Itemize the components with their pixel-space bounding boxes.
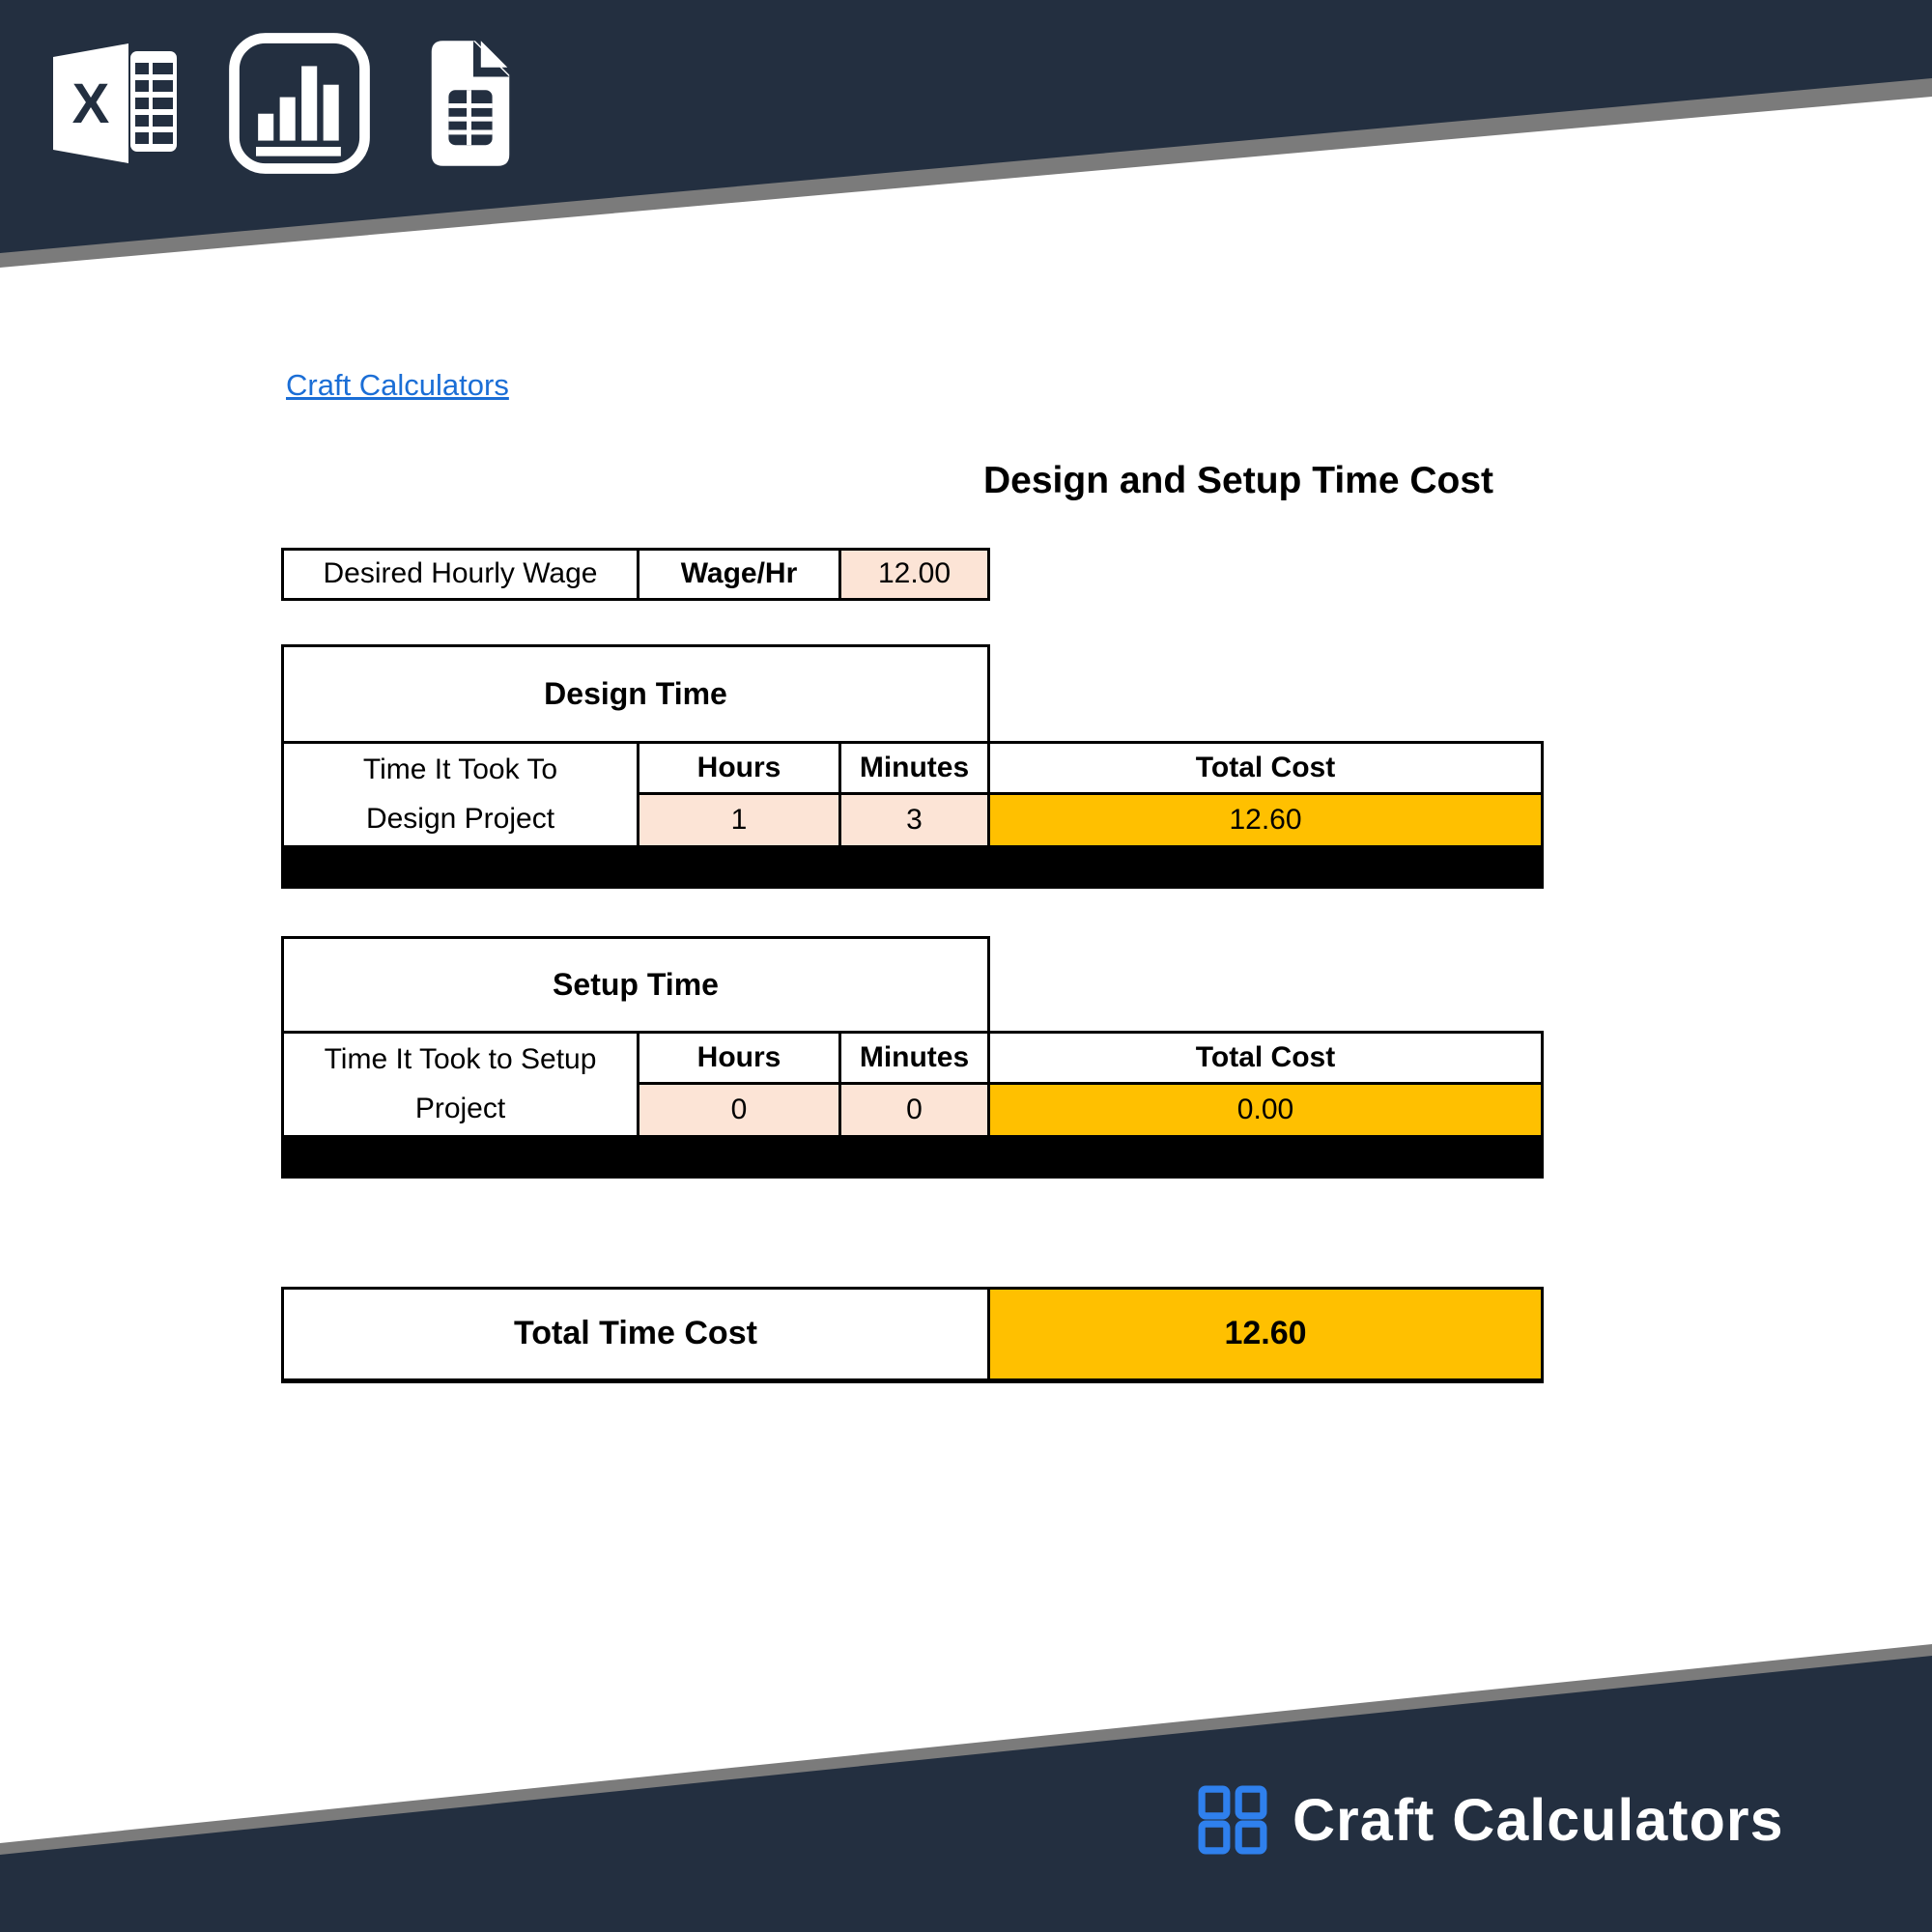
wage-field-cell: Wage/Hr [637,548,841,601]
setup-minutes-input[interactable]: 0 [838,1082,990,1138]
design-row-label-line2: Design Project [365,802,555,835]
sheet-title: Design and Setup Time Cost [983,460,1494,501]
design-minutes-input[interactable]: 3 [838,792,990,848]
setup-minutes-header: Minutes [838,1031,990,1085]
design-total-cost-cell: 12.60 [987,792,1544,848]
header-icons [53,31,523,176]
design-row-label-line1: Time It Took To [362,753,558,785]
setup-total-header: Total Cost [987,1031,1544,1085]
setup-row-label-line2: Project [414,1092,506,1124]
setup-row-label-cell [281,1031,639,1138]
wage-value-input[interactable]: 12.00 [838,548,990,601]
design-hours-input[interactable]: 1 [637,792,841,848]
grid-logo-icon [1196,1785,1269,1855]
design-row-label-cell [281,741,639,848]
design-total-header: Total Cost [987,741,1544,795]
design-table-divider-bar [281,845,1544,889]
setup-section-title: Setup Time [281,936,990,1034]
bar-chart-icon [227,31,372,176]
setup-table-divider-bar [281,1135,1544,1179]
wage-label-cell: Desired Hourly Wage [281,548,639,601]
total-time-cost-value: 12.60 [987,1287,1544,1383]
setup-total-cost-cell: 0.00 [987,1082,1544,1138]
design-section-title: Design Time [281,644,990,744]
footer-logo [1196,1785,1784,1855]
setup-hours-header: Hours [637,1031,841,1085]
footer-brand-text: Craft Calculators [1293,1787,1784,1853]
svg-text:X: X [71,72,110,135]
setup-row-label-line1: Time It Took to Setup [324,1043,597,1075]
design-hours-header: Hours [637,741,841,795]
total-time-cost-label: Total Time Cost [281,1287,990,1383]
craft-calculators-link[interactable]: Craft Calculators [286,368,509,402]
design-minutes-header: Minutes [838,741,990,795]
excel-icon [53,31,181,176]
setup-hours-input[interactable]: 0 [637,1082,841,1138]
spreadsheet-file-icon [418,31,523,176]
